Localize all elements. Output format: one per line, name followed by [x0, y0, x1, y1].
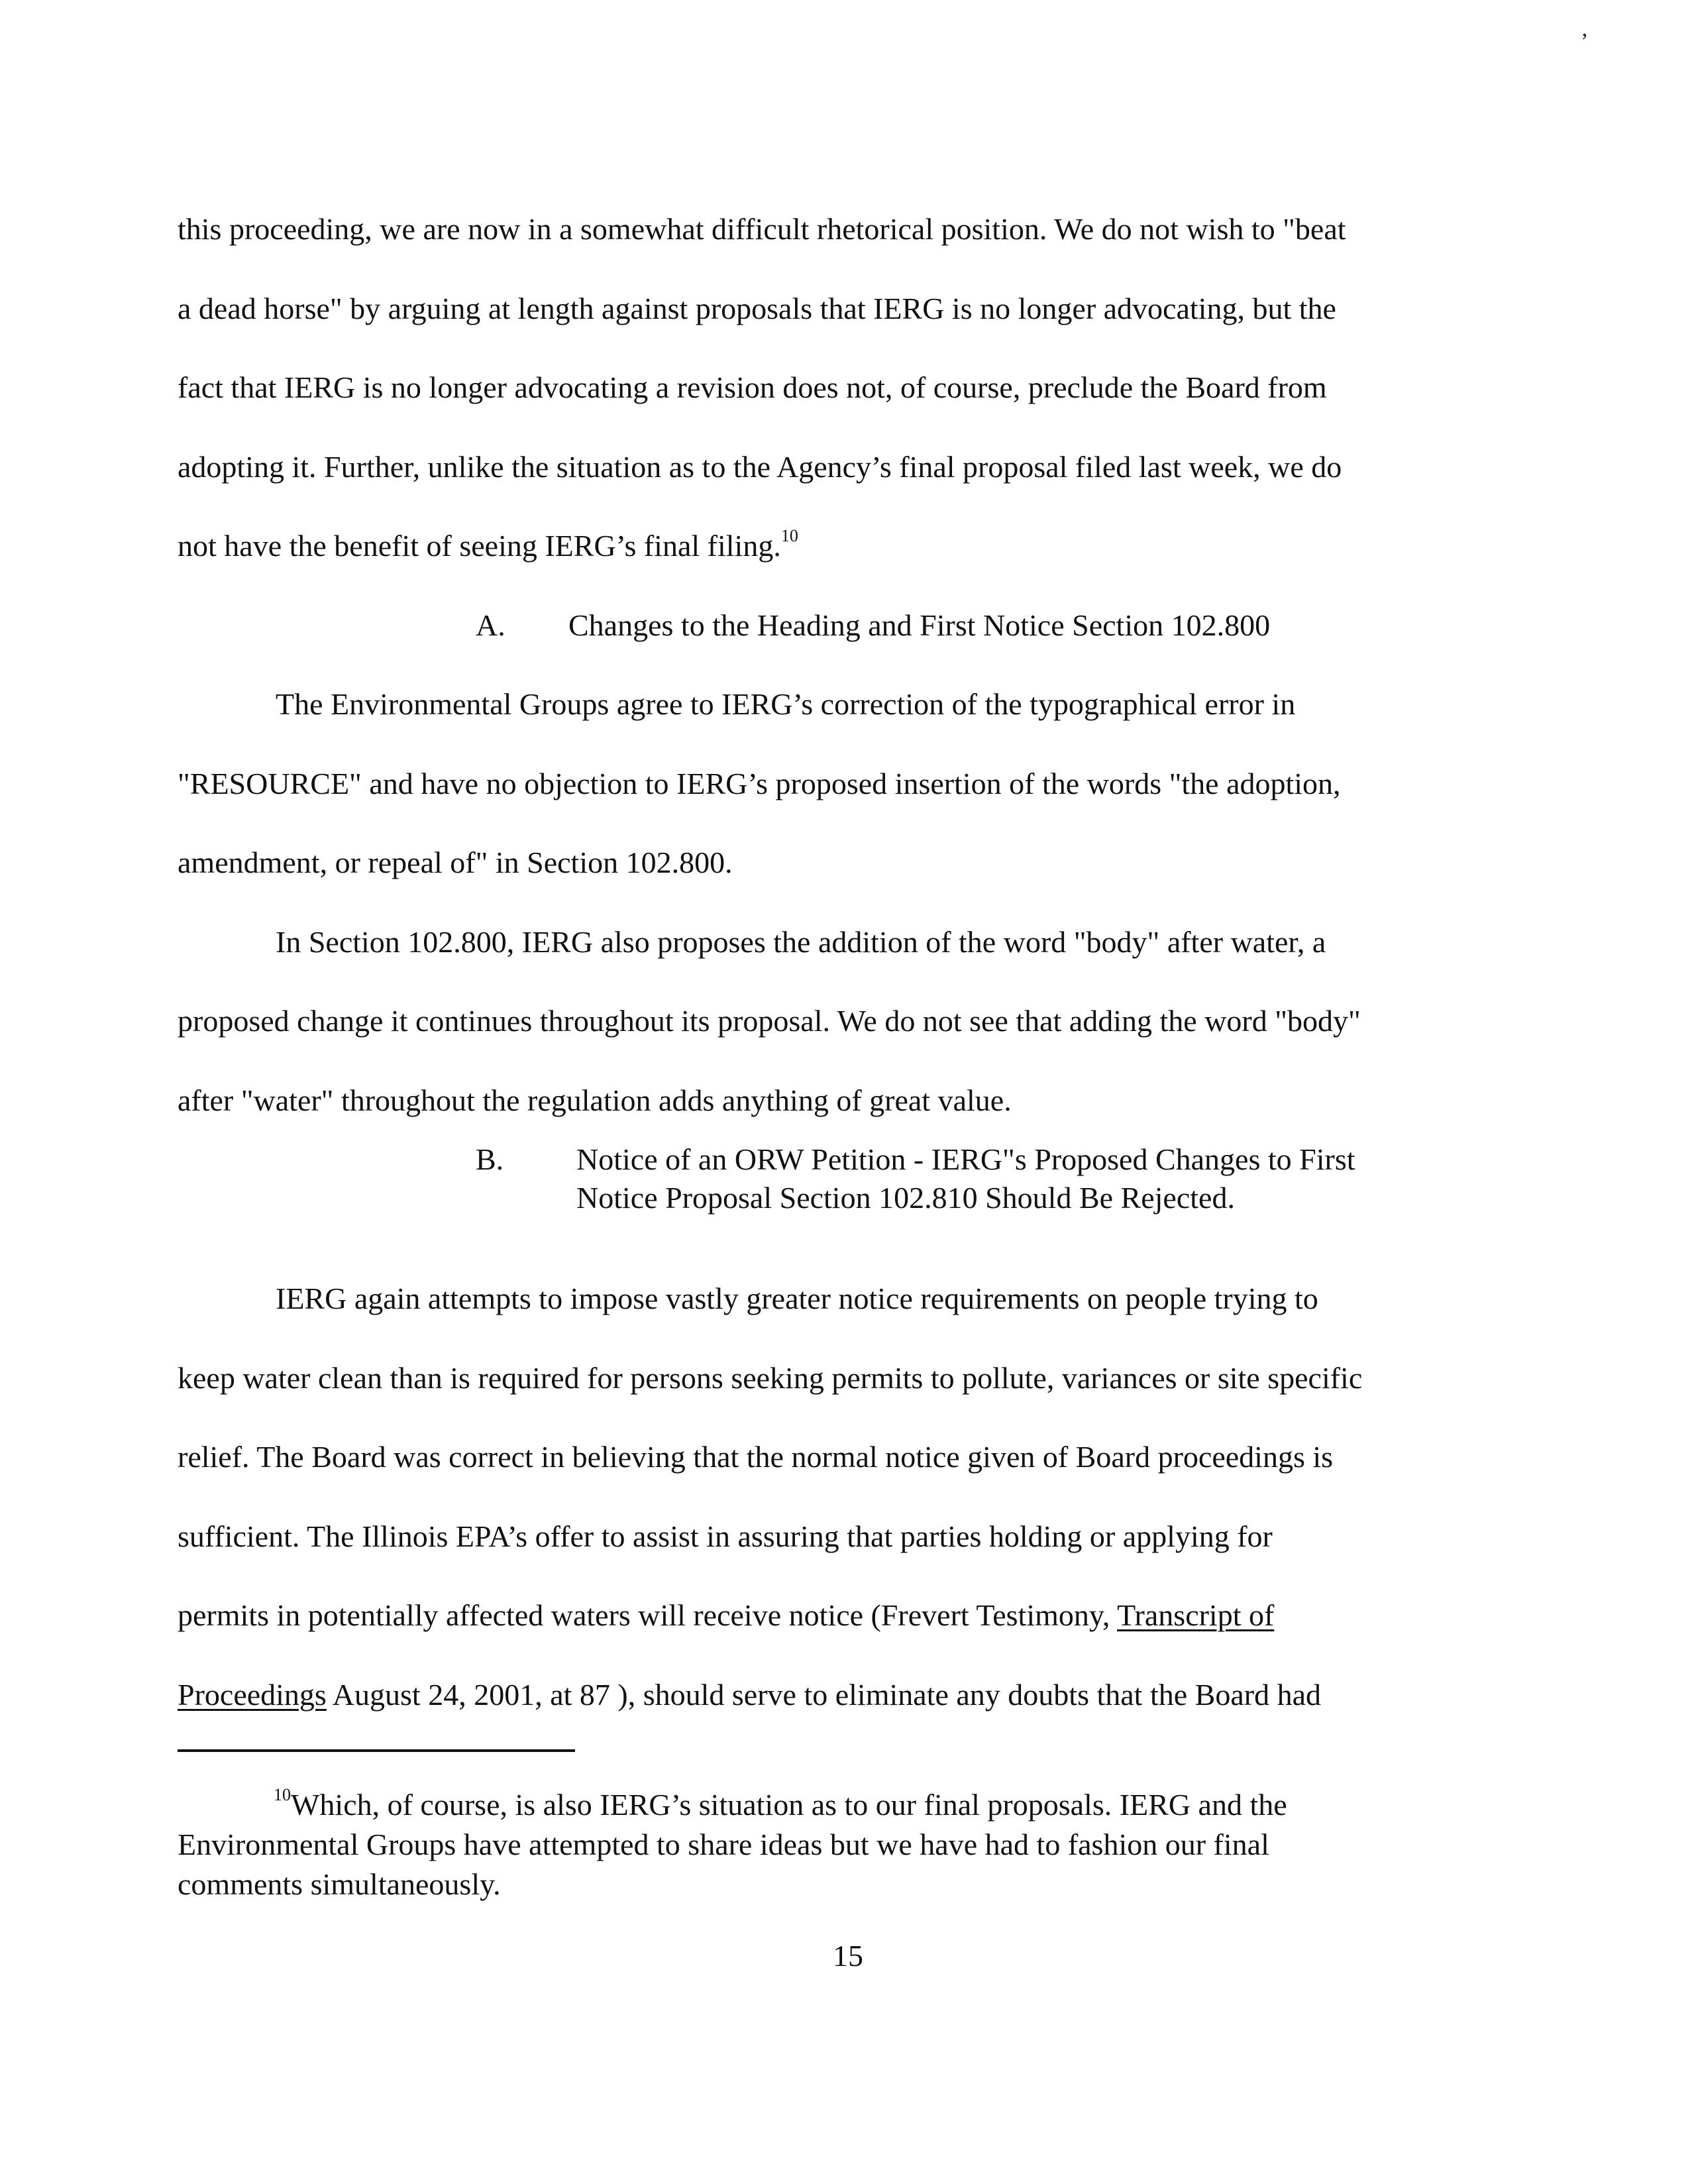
- footnote-10: [178, 1785, 1503, 1904]
- body-text-lower: [178, 1259, 1503, 1734]
- stray-mark: ’: [1581, 29, 1589, 54]
- paragraph-1-line-2: a dead horse" by arguing at length against proposals that IERG is no longer advocating, but the: [178, 291, 1336, 325]
- heading-b-line-2: Notice Proposal Section 102.810 Should Be Rejected.: [576, 1181, 1235, 1215]
- paragraph-1-line-1: this proceeding, we are now in a somewhat difficult rhetorical position. We do not wish to "beat: [178, 212, 1346, 246]
- heading-b-row-1: [476, 1140, 1355, 1179]
- paragraph-3-line-3: after "water" throughout the regulation adds anything of great value.: [178, 1083, 1012, 1117]
- footnote-line-1-text: Which, of course, is also IERG’s situation as to our final proposals. IERG and the: [291, 1788, 1287, 1822]
- footnote-marker: 10: [274, 1784, 291, 1804]
- paragraph-4-line-4: sufficient. The Illinois EPA’s offer to assist in assuring that parties holding or applying for: [178, 1519, 1273, 1553]
- paragraph-4-line-2: keep water clean than is required for persons seeking permits to pollute, variances or site specific: [178, 1360, 1363, 1395]
- paragraph-4-line-5-text: permits in potentially affected waters will receive notice (Frevert Testimony,: [178, 1598, 1118, 1632]
- paragraph-1-line-3: fact that IERG is no longer advocating a revision does not, of course, preclude the Board from: [178, 370, 1327, 404]
- paragraph-3-line-1: [178, 902, 1503, 982]
- paragraph-1-line-5: [178, 506, 1503, 586]
- citation-proceedings: Proceedings: [178, 1677, 327, 1712]
- paragraph-4-line-1-text: IERG again attempts to impose vastly greater notice requirements on people trying to: [276, 1282, 1318, 1315]
- footnote-line-1: [178, 1785, 1503, 1825]
- paragraph-1-line-5-text: not have the benefit of seeing IERG’s final filing.: [178, 529, 781, 563]
- footnote-line-3: comments simultaneously.: [178, 1867, 501, 1901]
- heading-b-letter: B.: [476, 1142, 504, 1176]
- heading-a: [178, 586, 1503, 665]
- body-text-upper: [178, 190, 1503, 1140]
- paragraph-4-line-1: [178, 1259, 1503, 1338]
- paragraph-1-line-4: adopting it. Further, unlike the situation as to the Agency’s final proposal filed last week, we do: [178, 449, 1342, 484]
- paragraph-2-line-1-text: The Environmental Groups agree to IERG’s correction of the typographical error in: [276, 687, 1296, 721]
- heading-a-title: Changes to the Heading and First Notice Section 102.800: [568, 608, 1271, 642]
- heading-b: [476, 1140, 1355, 1217]
- paragraph-4-line-5: [178, 1576, 1503, 1655]
- footnote-reference: 10: [780, 525, 798, 545]
- paragraph-2-line-1: [178, 665, 1503, 744]
- paragraph-4-line-6: [178, 1655, 1503, 1735]
- paragraph-4-line-3: relief. The Board was correct in believing that the normal notice given of Board proceedings is: [178, 1440, 1334, 1474]
- citation-transcript-of: Transcript of: [1117, 1598, 1275, 1632]
- paragraph-2-line-2: "RESOURCE" and have no objection to IERG’s proposed insertion of the words "the adoption,: [178, 766, 1341, 800]
- heading-b-line-1: Notice of an ORW Petition - IERG"s Proposed Changes to First: [576, 1142, 1355, 1176]
- paragraph-2-line-3: amendment, or repeal of" in Section 102.800.: [178, 846, 733, 879]
- paragraph-3-line-2: proposed change it continues throughout its proposal. We do not see that adding the word "body": [178, 1004, 1361, 1038]
- paragraph-3-line-1-text: In Section 102.800, IERG also proposes the addition of the word "body" after water, a: [276, 924, 1326, 959]
- page-number: 15: [833, 1939, 863, 1973]
- footnote-divider: [178, 1749, 575, 1752]
- paragraph-4-line-6-text: August 24, 2001, at 87 ), should serve to eliminate any doubts that the Board had: [326, 1677, 1321, 1712]
- heading-a-letter: A.: [476, 608, 505, 642]
- footnote-line-2: Environmental Groups have attempted to share ideas but we have had to fashion our final: [178, 1828, 1269, 1861]
